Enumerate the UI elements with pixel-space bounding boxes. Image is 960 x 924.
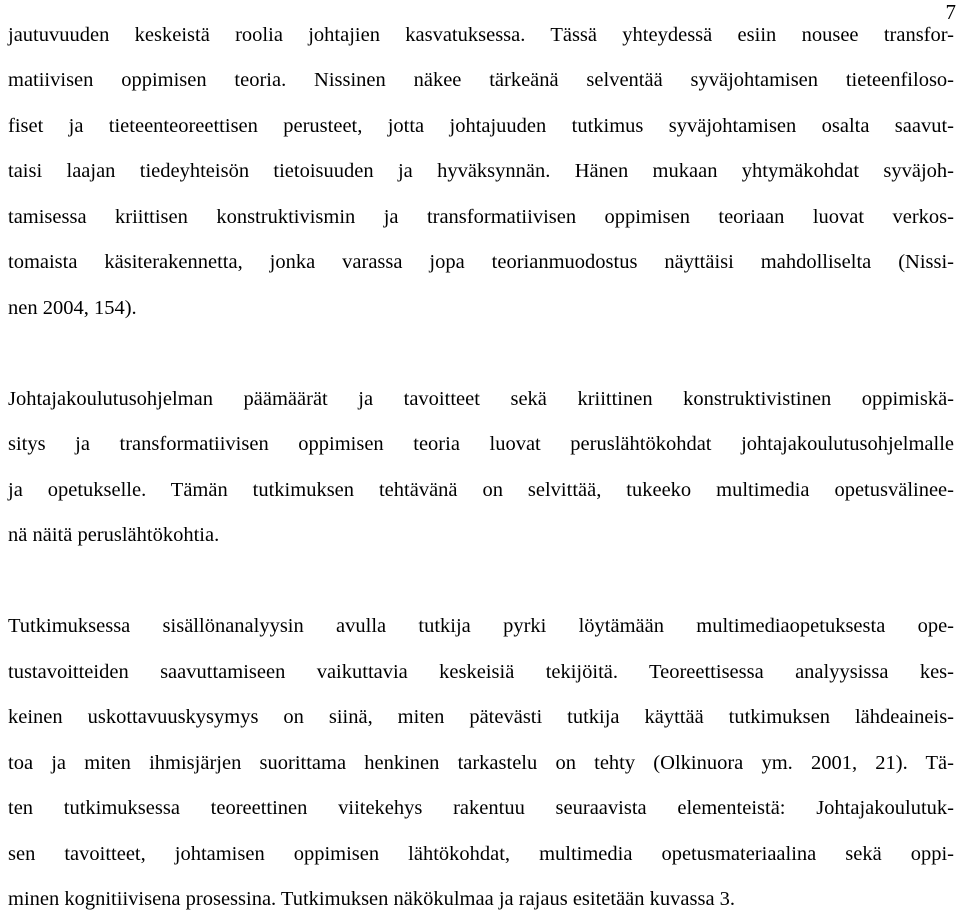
text-line: keinen uskottavuuskysymys on siinä, miten pätevästi tutkija käyttää tutkimuksen lähdeaineis- [8, 706, 954, 728]
text-line: jautuvuuden keskeistä roolia johtajien kasvatuksessa. Tässä yhteydessä esiin nousee transfor- [8, 24, 954, 46]
text-line: tamisessa kriittisen konstruktivismin ja transformatiivisen oppimisen teoriaan luovat verkos- [8, 206, 954, 228]
text-line: toa ja miten ihmisjärjen suorittama henkinen tarkastelu on tehty (Olkinuora ym. 2001, 21). Tä- [8, 752, 954, 774]
text-line: sen tavoitteet, johtamisen oppimisen lähtökohdat, multimedia opetusmateriaalina sekä oppi- [8, 843, 954, 865]
page-number: 7 [945, 0, 956, 24]
text-line: sitys ja transformatiivisen oppimisen teoria luovat peruslähtökohdat johtajakoulutusohjelmalle [8, 433, 954, 455]
text-line: nen 2004, 154). [8, 297, 137, 319]
text-line: minen kognitiivisena prosessina. Tutkimuksen näkökulmaa ja rajaus esitetään kuvassa 3. [8, 888, 736, 910]
text-line: ja opetukselle. Tämän tutkimuksen tehtävänä on selvittää, tukeeko multimedia opetusvälinee- [8, 479, 954, 501]
text-line: nä näitä peruslähtökohtia. [8, 524, 220, 546]
text-line: tomaista käsiterakennetta, jonka varassa jopa teorianmuodostus näyttäisi mahdolliselta (Nissi- [8, 251, 954, 273]
text-line: tustavoitteiden saavuttamiseen vaikuttavia keskeisiä tekijöitä. Teoreettisessa analyysissa kes- [8, 661, 954, 683]
text-line: Johtajakoulutusohjelman päämäärät ja tavoitteet sekä kriittinen konstruktivistinen oppimiskä- [8, 388, 954, 410]
text-line: Tutkimuksessa sisällönanalyysin avulla tutkija pyrki löytämään multimediaopetuksesta ope- [8, 615, 954, 637]
text-line: ten tutkimuksessa teoreettinen viitekehys rakentuu seuraavista elementeistä: Johtajakoulutuk- [8, 797, 954, 819]
text-line: matiivisen oppimisen teoria. Nissinen näkee tärkeänä selventää syväjohtamisen tieteenfiloso- [8, 69, 954, 91]
text-line: taisi laajan tiedeyhteisön tietoisuuden ja hyväksynnän. Hänen mukaan yhtymäkohdat syväjoh- [8, 160, 954, 182]
text-line: fiset ja tieteenteoreettisen perusteet, jotta johtajuuden tutkimus syväjohtamisen osalta saavut- [8, 115, 954, 137]
